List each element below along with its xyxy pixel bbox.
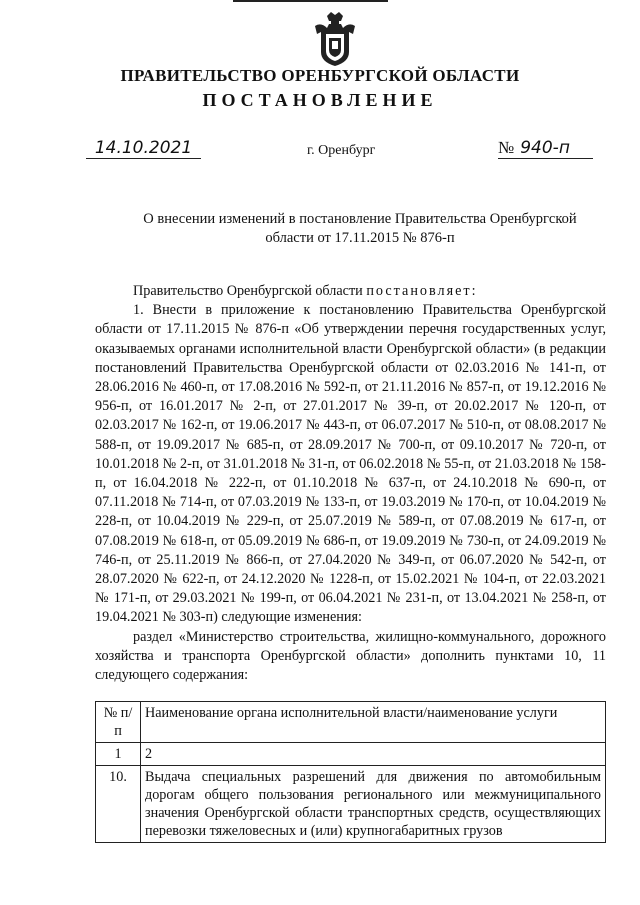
top-edge-mark (233, 0, 388, 2)
coat-of-arms-icon (313, 12, 357, 66)
number-sign: № (498, 138, 515, 157)
index-cell-1: 1 (96, 743, 141, 766)
number-value: 940-п (520, 138, 570, 158)
document-subject (120, 210, 600, 248)
index-cell-2: 2 (141, 743, 606, 766)
subject-line-1: О внесении изменений в постановление Правительства Оренбургской (143, 211, 577, 227)
section-paragraph: раздел «Министерство строительства, жилищно-коммунального, дорожного хозяйства и транспорта Оренбургской области» дополнить пунктами 10, 11 следующего содержания: (95, 628, 606, 684)
organization-title: ПРАВИТЕЛЬСТВО ОРЕНБУРГСКОЙ ОБЛАСТИ (120, 66, 520, 85)
row-number-cell: 10. (96, 766, 141, 843)
intro-end: : (471, 283, 476, 299)
intro-decree-word: постановляет (366, 283, 472, 299)
header-name-cell: Наименование органа исполнительной власти/наименование услуги (141, 702, 606, 743)
services-table (95, 701, 606, 843)
document-number (498, 138, 593, 159)
intro-start: Правительство Оренбургской области (133, 283, 367, 299)
document-body (95, 282, 606, 685)
item-1-paragraph: 1. Внести в приложение к постановлению Правительства Оренбургской области от 17.11.2015 № 876-п «Об утверждении перечня государственных услуг, оказываемых органами исполнительной власти Оренбургской области» (в редакции постановлений Правительства Оренбургской области от 02.03.2016 № 141-п, от 28.06.2016 № 460-п, от 17.08.2016 № 592-п, от 21.11.2016 № 857-п, от 19.12.2016 № 956-п, от 16.01.2017 № 2-п, от 27.01.2017 № 39-п, от 20.02.2017 № 120-п, от 02.03.2017 № 162-п, от 19.06.2017 № 443-п, от 06.07.2017 № 510-п, от 08.08.2017 № 588-п, от 19.09.2017 № 685-п, от 28.09.2017 № 700-п, от 09.10.2017 № 720-п, от 10.01.2018 № 2-п, от 31.01.2018 № 31-п, от 06.02.2018 № 55-п, от 21.03.2018 № 158-п, от 16.04.2018 № 222-п, от 01.10.2018 № 637-п, от 24.10.2018 № 690-п, от 07.11.2018 № 714-п, от 07.03.2019 № 133-п, от 19.03.2019 № 170-п, от 10.04.2019 № 228-п, от 10.04.2019 № 229-п, от 25.07.2019 № 589-п, от 07.08.2019 № 617-п, от 07.08.2019 № 618-п, от 05.09.2019 № 686-п, от 19.09.2019 № 730-п, от 24.09.2019 № 746-п, от 25.11.2019 № 866-п, от 27.04.2020 № 349-п, от 06.07.2020 № 542-п, от 28.07.2020 № 622-п, от 24.12.2020 № 1228-п, от 15.02.2021 № 104-п, от 22.03.2021 № 171-п, от 29.03.2021 № 199-п, от 06.04.2021 № 231-п, от 13.04.2021 № 258-п, от 19.04.2021 № 303-п) следующие изменения: (95, 302, 606, 626)
table-index-row (96, 743, 606, 766)
row-service-cell: Выдача специальных разрешений для движения по автомобильным дорогам общего пользования регионального или межмуниципального значения Оренбургской области транспортных средств, осуществляющих перевозки тяжеловесных и (или) крупногабаритных грузов (141, 766, 606, 843)
header-number-cell: № п/п (96, 702, 141, 743)
table-row (96, 766, 606, 843)
document-city: г. Оренбург (307, 143, 376, 158)
subject-line-2: области от 17.11.2015 № 876-п (265, 230, 455, 246)
intro-paragraph (95, 282, 606, 301)
document-date: 14.10.2021 (86, 138, 201, 159)
document-type-title: ПОСТАНОВЛЕНИЕ (202, 90, 438, 110)
table-header-row (96, 702, 606, 743)
